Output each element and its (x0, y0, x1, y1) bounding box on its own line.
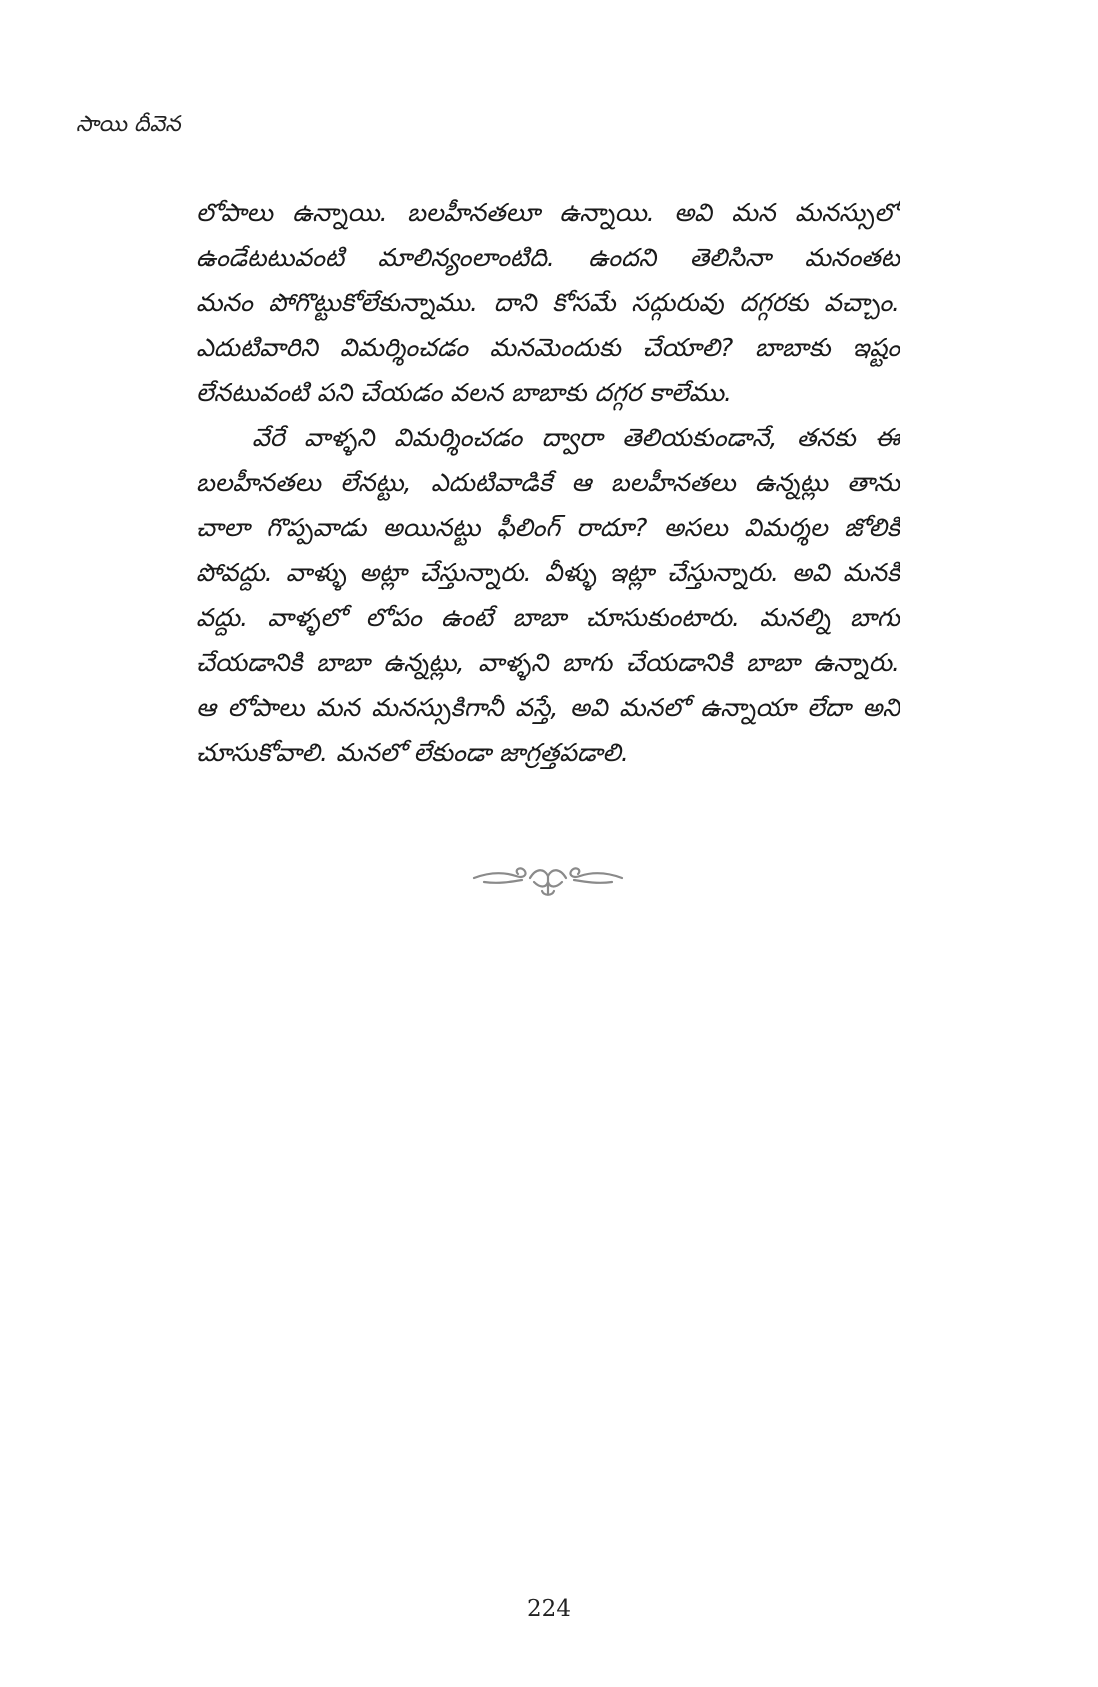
text-line: ఉండేటటువంటి మాలిన్యంలాంటిది. ఉందని తెలిసినా మనంతట (196, 243, 900, 272)
text-line: లోపాలు ఉన్నాయి. బలహీనతలూ ఉన్నాయి. అవి మన మనస్సులో (196, 198, 900, 227)
text-line: చాలా గొప్పవాడు అయినట్టు ఫీలింగ్ రాదూ? అసలు విమర్శల జోలికి (196, 513, 900, 542)
text-line: బలహీనతలు లేనట్టు, ఎదుటివాడికే ఆ బలహీనతలు ఉన్నట్లు తాను (196, 468, 900, 497)
floral-flourish-icon (470, 858, 626, 898)
text-line: వద్దు. వాళ్ళలో లోపం ఉంటే బాబా చూసుకుంటారు. మనల్ని బాగు (196, 603, 900, 632)
text-line: పోవద్దు. వాళ్ళు అట్లా చేస్తున్నారు. వీళ్ళు ఇట్లా చేస్తున్నారు. అవి మనకి (196, 558, 900, 587)
page-number: 224 (527, 1596, 571, 1622)
text-line: చేయడానికి బాబా ఉన్నట్లు, వాళ్ళని బాగు చేయడానికి బాబా ఉన్నారు. (196, 648, 900, 677)
text-line: మనం పోగొట్టుకోలేకున్నాము. దాని కోసమే సద్గురువు దగ్గరకు వచ్చాం. (196, 288, 900, 317)
text-line: లేనటువంటి పని చేయడం వలన బాబాకు దగ్గర కాలేము. (196, 378, 732, 407)
text-line: ఆ లోపాలు మన మనస్సుకిగానీ వస్తే, అవి మనలో ఉన్నాయా లేదా అని (196, 693, 900, 722)
running-header-title: సాయి దీవెన (76, 112, 181, 137)
paragraph-2 (196, 415, 900, 775)
body-text (196, 190, 900, 775)
text-line: వేరే వాళ్ళని విమర్శించడం ద్వారా తెలియకుండానే, తనకు ఈ (252, 423, 900, 452)
paragraph-1 (196, 190, 900, 415)
text-line: ఎదుటివారిని విమర్శించడం మనమెందుకు చేయాలి? బాబాకు ఇష్టం (196, 333, 900, 362)
text-line: చూసుకోవాలి. మనలో లేకుండా జాగ్రత్తపడాలి. (196, 738, 629, 767)
